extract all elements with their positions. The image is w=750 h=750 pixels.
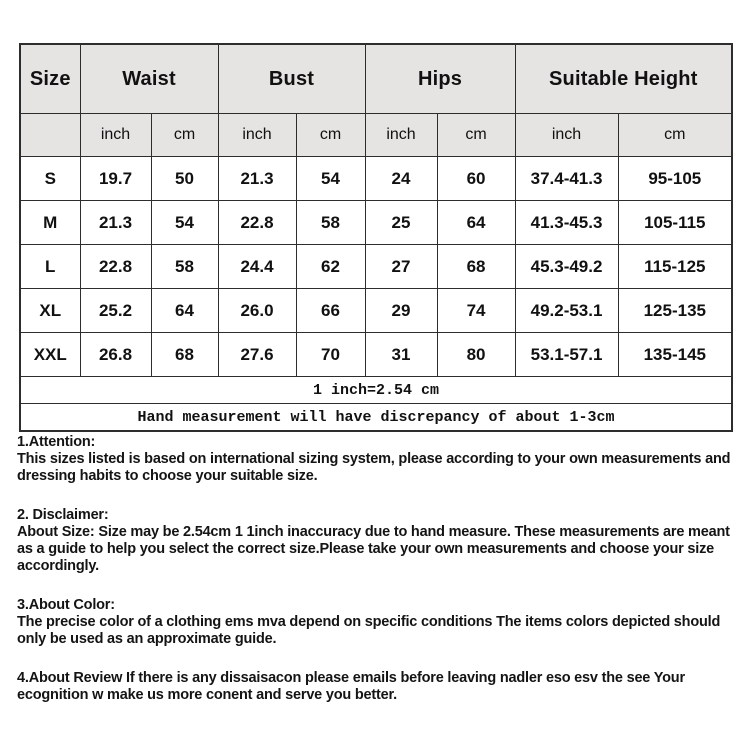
footnote-hand-measurement: Hand measurement will have discrepancy of about 1-3cm [20,404,732,432]
value-cell: 68 [437,245,515,289]
unit-hips-inch: inch [365,114,437,157]
notes-section [17,434,737,726]
note-disclaimer-heading: 2. Disclaimer: [17,507,109,523]
size-cell: XXL [20,333,80,377]
value-cell: 24 [365,157,437,201]
size-cell: L [20,245,80,289]
value-cell: 24.4 [218,245,296,289]
note-about-color [17,597,737,648]
value-cell: 25.2 [80,289,151,333]
value-cell: 21.3 [80,201,151,245]
value-cell: 26.0 [218,289,296,333]
value-cell: 74 [437,289,515,333]
unit-waist-cm: cm [151,114,218,157]
value-cell: 68 [151,333,218,377]
value-cell: 125-135 [618,289,732,333]
units-blank-cell [20,114,80,157]
table-row-l [20,245,732,289]
note-about-color-heading: 3.About Color: [17,597,115,613]
value-cell: 31 [365,333,437,377]
note-about-review [17,670,737,704]
value-cell: 66 [296,289,365,333]
footnote-inch-conversion-row [20,377,732,404]
value-cell: 22.8 [80,245,151,289]
value-cell: 54 [151,201,218,245]
col-header-suitable-height: Suitable Height [515,44,732,114]
note-about-color-body: The precise color of a clothing ems mva depend on specific conditions The items colors depicted should only be used as an approximate guide. [17,614,721,647]
table-row-xl [20,289,732,333]
note-about-review-body: 4.About Review If there is any dissaisacon please emails before leaving nadler eso esv the see Your ecognition w make us more conent and serve you better. [17,670,685,703]
value-cell: 22.8 [218,201,296,245]
value-cell: 64 [151,289,218,333]
value-cell: 105-115 [618,201,732,245]
size-cell: M [20,201,80,245]
col-header-bust: Bust [218,44,365,114]
col-header-hips: Hips [365,44,515,114]
value-cell: 50 [151,157,218,201]
value-cell: 27 [365,245,437,289]
value-cell: 26.8 [80,333,151,377]
value-cell: 115-125 [618,245,732,289]
size-cell: S [20,157,80,201]
unit-hips-cm: cm [437,114,515,157]
value-cell: 53.1-57.1 [515,333,618,377]
note-disclaimer [17,507,737,575]
value-cell: 64 [437,201,515,245]
table-units-row [20,114,732,157]
footnote-hand-measurement-row [20,404,732,432]
value-cell: 19.7 [80,157,151,201]
note-attention-heading: 1.Attention: [17,434,96,450]
unit-height-cm: cm [618,114,732,157]
value-cell: 70 [296,333,365,377]
value-cell: 37.4-41.3 [515,157,618,201]
unit-waist-inch: inch [80,114,151,157]
value-cell: 58 [151,245,218,289]
table-row-m [20,201,732,245]
value-cell: 95-105 [618,157,732,201]
value-cell: 41.3-45.3 [515,201,618,245]
table-header-row [20,44,732,114]
size-chart-table [19,43,733,432]
col-header-waist: Waist [80,44,218,114]
table-row-xxl [20,333,732,377]
note-attention [17,434,737,485]
table-row-s [20,157,732,201]
value-cell: 45.3-49.2 [515,245,618,289]
col-header-size: Size [20,44,80,114]
note-disclaimer-body: About Size: Size may be 2.54cm 1 1inch inaccuracy due to hand measure. These measurements are meant as a guide to help you select the correct size.Please take your own measurements and choose your size accordingly. [17,524,730,574]
value-cell: 62 [296,245,365,289]
unit-bust-inch: inch [218,114,296,157]
value-cell: 21.3 [218,157,296,201]
size-chart-section [19,43,733,432]
value-cell: 135-145 [618,333,732,377]
value-cell: 27.6 [218,333,296,377]
value-cell: 80 [437,333,515,377]
value-cell: 54 [296,157,365,201]
unit-bust-cm: cm [296,114,365,157]
footnote-inch-conversion: 1 inch=2.54 cm [20,377,732,404]
value-cell: 25 [365,201,437,245]
value-cell: 60 [437,157,515,201]
size-cell: XL [20,289,80,333]
unit-height-inch: inch [515,114,618,157]
value-cell: 49.2-53.1 [515,289,618,333]
note-attention-body: This sizes listed is based on international sizing system, please according to your own measurements and dressing habits to choose your suitable size. [17,451,731,484]
value-cell: 58 [296,201,365,245]
value-cell: 29 [365,289,437,333]
